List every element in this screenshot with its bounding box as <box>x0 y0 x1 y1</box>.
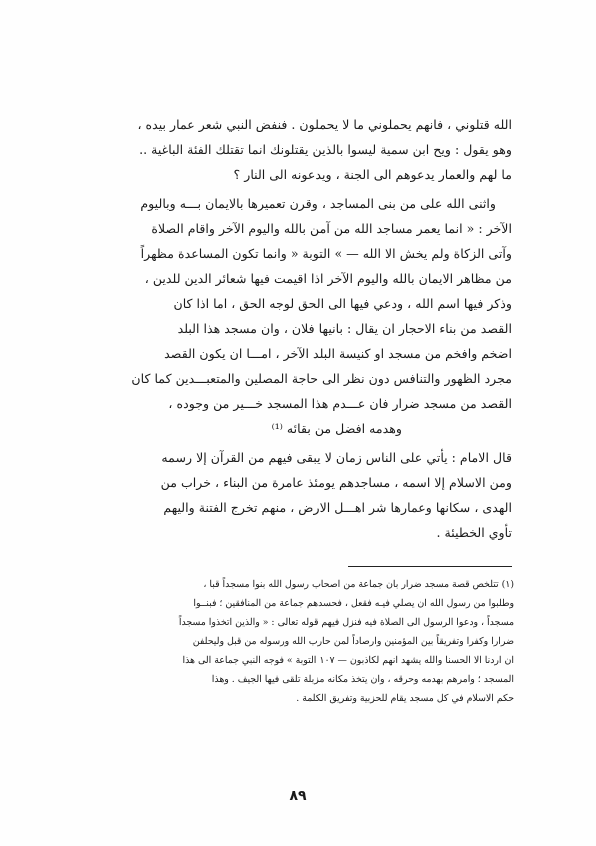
footnote-line: ضرارا وكفرا وتفريقاً بين المؤمنين وارصاداً لمن حارب الله ورسوله من قبل وليحلفن <box>192 636 514 647</box>
text-line: قال الامام : يأتي على الناس زمان لا يبقى فيهم من القرآن إلا رسمه <box>161 450 512 465</box>
footnotes <box>92 575 514 708</box>
text-line: اضخم وافخم من مسجد او كنيسة البلد الآخر ، امـــا ان يكون القصد <box>164 346 512 361</box>
text-line: من مظاهر الايمان بالله واليوم الآخر اذا اقيمت فيها شعائر الدين للدين ، <box>144 271 512 286</box>
text-line: الآخر : « انما يعمر مساجد الله من آمن بالله واليوم الآخر واقام الصلاة <box>151 221 512 236</box>
footnote-line: حكم الاسلام في كل مسجد يقام للحزبية وتفريق الكلمة . <box>296 693 514 704</box>
text-line: الهدى ، سكانها وعمارها شر اهـــل الارض ، منهم تخرج الفتنة واليهم <box>163 500 512 515</box>
footnote-line: ان اردنا الا الحسنا والله يشهد انهم لكاذبون — ١٠٧ التوبة » فوجه النبي جماعة الى هذا <box>182 655 514 666</box>
text-line: القصد من بناء الاحجار ان يقال : بانيها فلان ، وان مسجد هذا البلد <box>177 321 512 336</box>
text-line: واثنى الله على من بنى المساجد ، وقرن تعميرها بالايمان بـــه وباليوم <box>140 196 496 211</box>
footnote-line: المسجد ؛ وامرهم بهدمه وحرقه ، وان يتخذ مكانه مزبلة تلقى فيها الجيف . وهذا <box>211 674 514 685</box>
page-number: ٨٩ <box>289 788 307 804</box>
footnote-line: وطلبوا من رسول الله ان يصلي فيـه فقعل ، فحسدهم جماعة من المنافقين ؛ فبنــوا <box>193 598 514 609</box>
text-line: الله قتلوني ، فانهم يحملوني ما لا يحملون . فنفض النبي شعر عمار بيده ، <box>137 117 512 132</box>
text-line: القصد من مسجد ضرار فان عـــدم هذا المسجد خـــير من وجوده ، <box>168 396 512 411</box>
text-line: وهدمه افضل من بقائه ⁽¹⁾ <box>271 421 402 436</box>
text-line: وآتى الزكاة ولم يخش الا الله — » التوبة « وانما تكون المساعدة مظهراً <box>140 246 512 261</box>
main-text <box>92 112 512 545</box>
text-line: وذكر فيها اسم الله ، ودعي فيها الى الحق لوجه الحق ، اما اذا كان <box>173 296 512 311</box>
text-line: مجرد الظهور والتنافس دون نظر الى حاجة المصلين والمتعبـــدين كما كان <box>131 371 512 386</box>
footnote-line: (١) تتلخص قصة مسجد ضرار بان جماعة من اصحاب رسول الله بنوا مسجداً قبا ، <box>203 579 514 590</box>
footnote-separator <box>348 566 512 567</box>
footnote-line: مسجداً ، ودعوا الرسول الى الصلاة فيه فنزل فيهم قوله تعالى : « والذين اتخذوا مسجداً <box>178 617 514 628</box>
text-line: وهو يقول : ويح ابن سمية ليسوا بالذين يقتلونك انما تقتلك الفئة الباغية .. <box>139 142 512 157</box>
text-line: تأوي الخطيئة . <box>436 525 512 540</box>
text-line: ما لهم والعمار يدعوهم الى الجنة ، ويدعونه الى النار ؟ <box>233 167 512 182</box>
text-line: ومن الاسلام إلا اسمه ، مساجدهم يومئذ عامرة من البناء ، خراب من <box>160 475 512 490</box>
